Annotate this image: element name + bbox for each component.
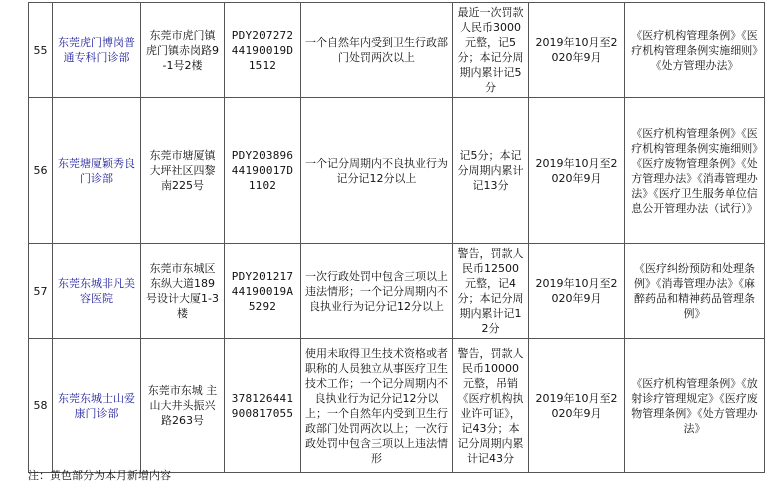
row-number: 56 [29,98,53,244]
applicable-laws: 《医疗纠纷预防和处理条例》《消毒管理办法》《麻醉药品和精神药品管理条例》 [625,244,765,339]
clinic-address: 东莞市东城 主山大井头振兴路263号 [141,339,225,473]
table-row [29,98,765,244]
clinic-address: 东莞市虎门镇虎门镇赤岗路9-1号2楼 [141,3,225,98]
score-period: 2019年10月至2020年9月 [529,244,625,339]
row-number: 55 [29,3,53,98]
license-id: PDY20389644190017D1102 [225,98,301,244]
penalty-detail: 记5分；本记分周期内累计记13分 [453,98,529,244]
applicable-laws: 《医疗机构管理条例》《放射诊疗管理规定》《医疗废物管理条例》《处方管理办法》 [625,339,765,473]
clinic-address: 东莞市塘厦镇大坪社区四黎南225号 [141,98,225,244]
violation-grounds: 一个记分周期内不良执业行为记分记12分以上 [301,98,453,244]
clinic-name: 东莞东城非凡美容医院 [53,244,141,339]
row-number: 58 [29,339,53,473]
violation-grounds: 一次行政处罚中包含三项以上违法情形；一个记分周期内不良执业行为记分记12分以上 [301,244,453,339]
clinic-address: 东莞市东城区东纵大道189号设计大厦1-3楼 [141,244,225,339]
clinic-name: 东莞虎门博岗普通专科门诊部 [53,3,141,98]
score-period: 2019年10月至2020年9月 [529,3,625,98]
violation-grounds: 使用未取得卫生技术资格或者职称的人员独立从事医疗卫生技术工作；一个记分周期内不良执业行为记分记12分以上；一个自然年内受到卫生行政部门处罚两次以上；一次行政处罚中包含三项以上违法情形 [301,339,453,473]
applicable-laws: 《医疗机构管理条例》《医疗机构管理条例实施细则》《处方管理办法》 [625,3,765,98]
violation-grounds: 一个自然年内受到卫生行政部门处罚两次以上 [301,3,453,98]
footnote: 注：黄色部分为本月新增内容 [28,469,171,482]
row-number: 57 [29,244,53,339]
clinic-name: 东莞东城士山爱康门诊部 [53,339,141,473]
clinic-name: 东莞塘厦颖秀良门诊部 [53,98,141,244]
license-id: PDY20121744190019A5292 [225,244,301,339]
license-id: PDY20727244190019D1512 [225,3,301,98]
score-period: 2019年10月至2020年9月 [529,98,625,244]
table-row [29,339,765,473]
table-row [29,3,765,98]
table-row [29,244,765,339]
penalty-detail: 警告，罚款人民币10000元整，吊销《医疗机构执业许可证》，记43分；本记分周期内累计记43分 [453,339,529,473]
penalty-table [28,2,765,473]
penalty-detail: 最近一次罚款人民币3000元整，记5分；本记分周期内累计记5分 [453,3,529,98]
penalty-detail: 警告，罚款人民币12500元整，记4分；本记分周期内累计记12分 [453,244,529,339]
score-period: 2019年10月至2020年9月 [529,339,625,473]
license-id: 378126441900817055 [225,339,301,473]
applicable-laws: 《医疗机构管理条例》《医疗机构管理条例实施细则》《医疗废物管理条例》《处方管理办法》《消毒管理办法》《医疗卫生服务单位信息公开管理办法（试行）》 [625,98,765,244]
